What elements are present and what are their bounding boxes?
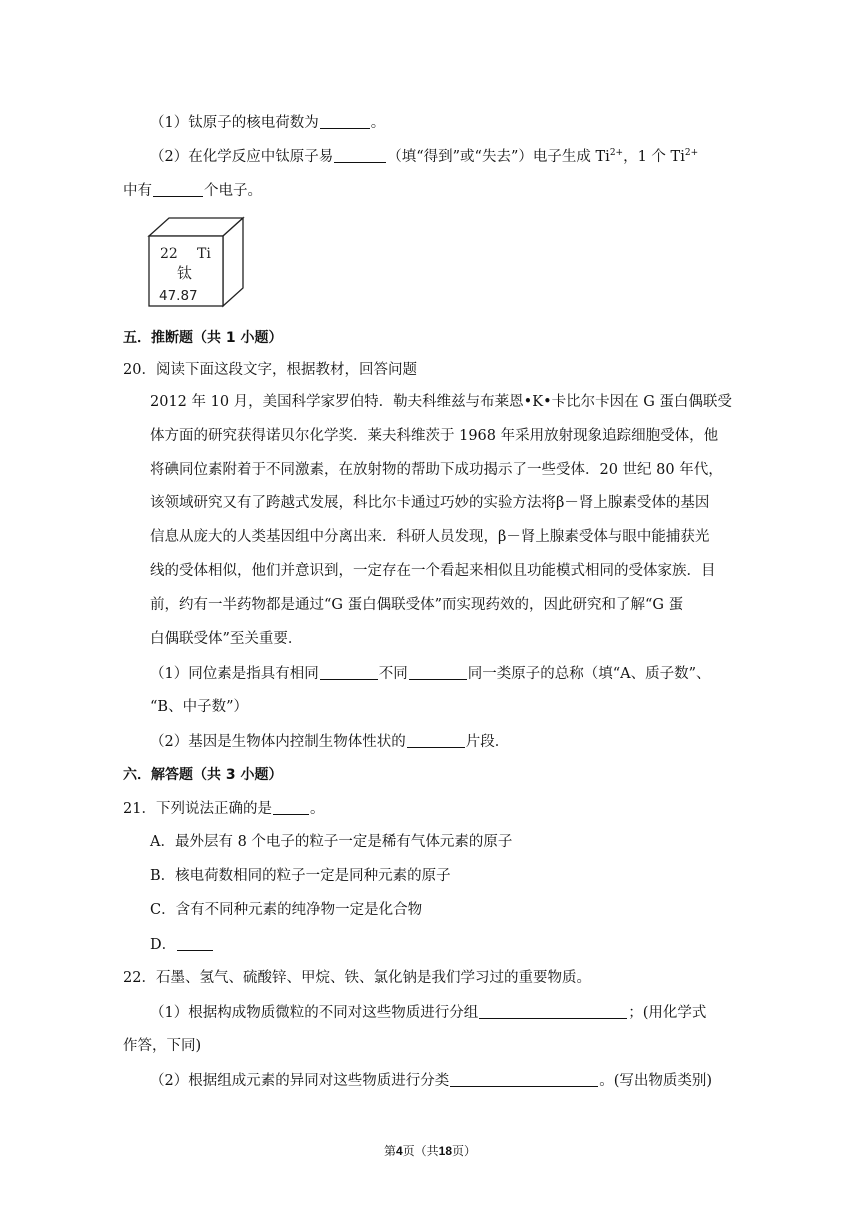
element-symbol: Ti: [197, 246, 211, 262]
q21-stem: 21．下列说法正确的是 。: [123, 798, 324, 819]
element-name: 钛: [177, 264, 193, 282]
q19-part3: 中有 个电子。: [123, 180, 262, 201]
q22-part1-cont: 作答，下同): [123, 1038, 202, 1054]
answer-blank[interactable]: [409, 663, 467, 680]
q20-stem: 20．阅读下面这段文字，根据教材，回答问题: [123, 362, 417, 378]
page-footer: 第4页（共18页）: [383, 1144, 477, 1158]
q21-option-b: B．核电荷数相同的粒子一定是同种元素的原子: [150, 868, 451, 884]
q20-passage-line: 信息从庞大的人类基因组中分离出来．科研人员发现，β－肾上腺素受体与眼中能捕获光: [150, 529, 710, 545]
q20-part2: （2）基因是生物体内控制生物体性状的 片段．: [150, 731, 509, 752]
q19-part2: （2）在化学反应中钛原子易 （填“得到”或“失去”）电子生成 $Ti^{2+}$，1 个 $Ti^{2+}$: [150, 148, 699, 165]
ion-charge: 2+: [684, 148, 699, 158]
q22-part2: （2）根据组成元素的异同对这些物质进行分类 。(写出物质类别): [150, 1070, 712, 1091]
answer-blank[interactable]: [407, 731, 465, 748]
q20-passage-line: 将碘同位素附着于不同激素，在放射物的帮助下成功揭示了一些受体．20 世纪 80 年代，: [150, 462, 723, 478]
atomic-mass: 47.87: [159, 288, 198, 304]
answer-blank[interactable]: [177, 934, 213, 951]
q20-part1-cont: “B、中子数”）: [150, 699, 248, 715]
atomic-number: 22: [160, 246, 178, 262]
section-5-title: 五．推断题（共 1 小题）: [123, 330, 283, 346]
answer-blank[interactable]: [273, 798, 309, 815]
q22-stem: 22．石墨、氢气、硫酸锌、甲烷、铁、氯化钠是我们学习过的重要物质。: [123, 970, 591, 986]
q20-part1: （1）同位素是指具有相同 不同 同一类原子的总称（填“A、质子数”、: [150, 663, 711, 684]
ion-charge: 2+: [609, 148, 624, 158]
answer-blank[interactable]: [479, 1002, 627, 1019]
q20-passage-line: 2012 年 10 月，美国科学家罗伯特．勒夫科维兹与布莱恩•K•卡比尔卡因在 G 蛋白偶联受: [150, 394, 732, 410]
page-total: 18: [438, 1144, 453, 1158]
answer-blank[interactable]: [320, 663, 378, 680]
q19-part1: （1）钛原子的核电荷数为 。: [150, 112, 385, 133]
q21-option-d: D．: [150, 934, 214, 955]
q21-option-c: C．含有不同种元素的纯净物一定是化合物: [150, 902, 423, 918]
q20-passage-line: 前，约有一半药物都是通过“G 蛋白偶联受体”而实现药效的，因此研究和了解“G 蛋: [150, 597, 684, 613]
q20-passage-line: 体方面的研究获得诺贝尔化学奖．莱夫科维茨于 1968 年采用放射现象追踪细胞受体，他: [150, 428, 719, 444]
section-6-title: 六．解答题（共 3 小题）: [123, 767, 283, 783]
q20-passage-line: 线的受体相似，他们并意识到，一定存在一个看起来相似且功能模式相同的受体家族．目: [150, 563, 716, 579]
q19-part1-text: （1）钛原子的核电荷数为: [150, 115, 319, 131]
titanium-element-cube: [143, 214, 247, 312]
answer-blank[interactable]: [320, 112, 370, 129]
q20-passage-line: 白偶联受体”至关重要．: [150, 631, 303, 647]
q20-passage-line: 该领域研究又有了跨越式发展，科比尔卡通过巧妙的实验方法将β－肾上腺素受体的基因: [150, 495, 710, 511]
page-number: 4: [395, 1144, 403, 1158]
answer-blank[interactable]: [450, 1070, 598, 1087]
answer-blank[interactable]: [153, 180, 203, 197]
q22-part1: （1）根据构成物质微粒的不同对这些物质进行分组 ；(用化学式: [150, 1002, 706, 1023]
answer-blank[interactable]: [334, 146, 386, 163]
q21-option-a: A．最外层有 8 个电子的粒子一定是稀有气体元素的原子: [150, 834, 513, 850]
